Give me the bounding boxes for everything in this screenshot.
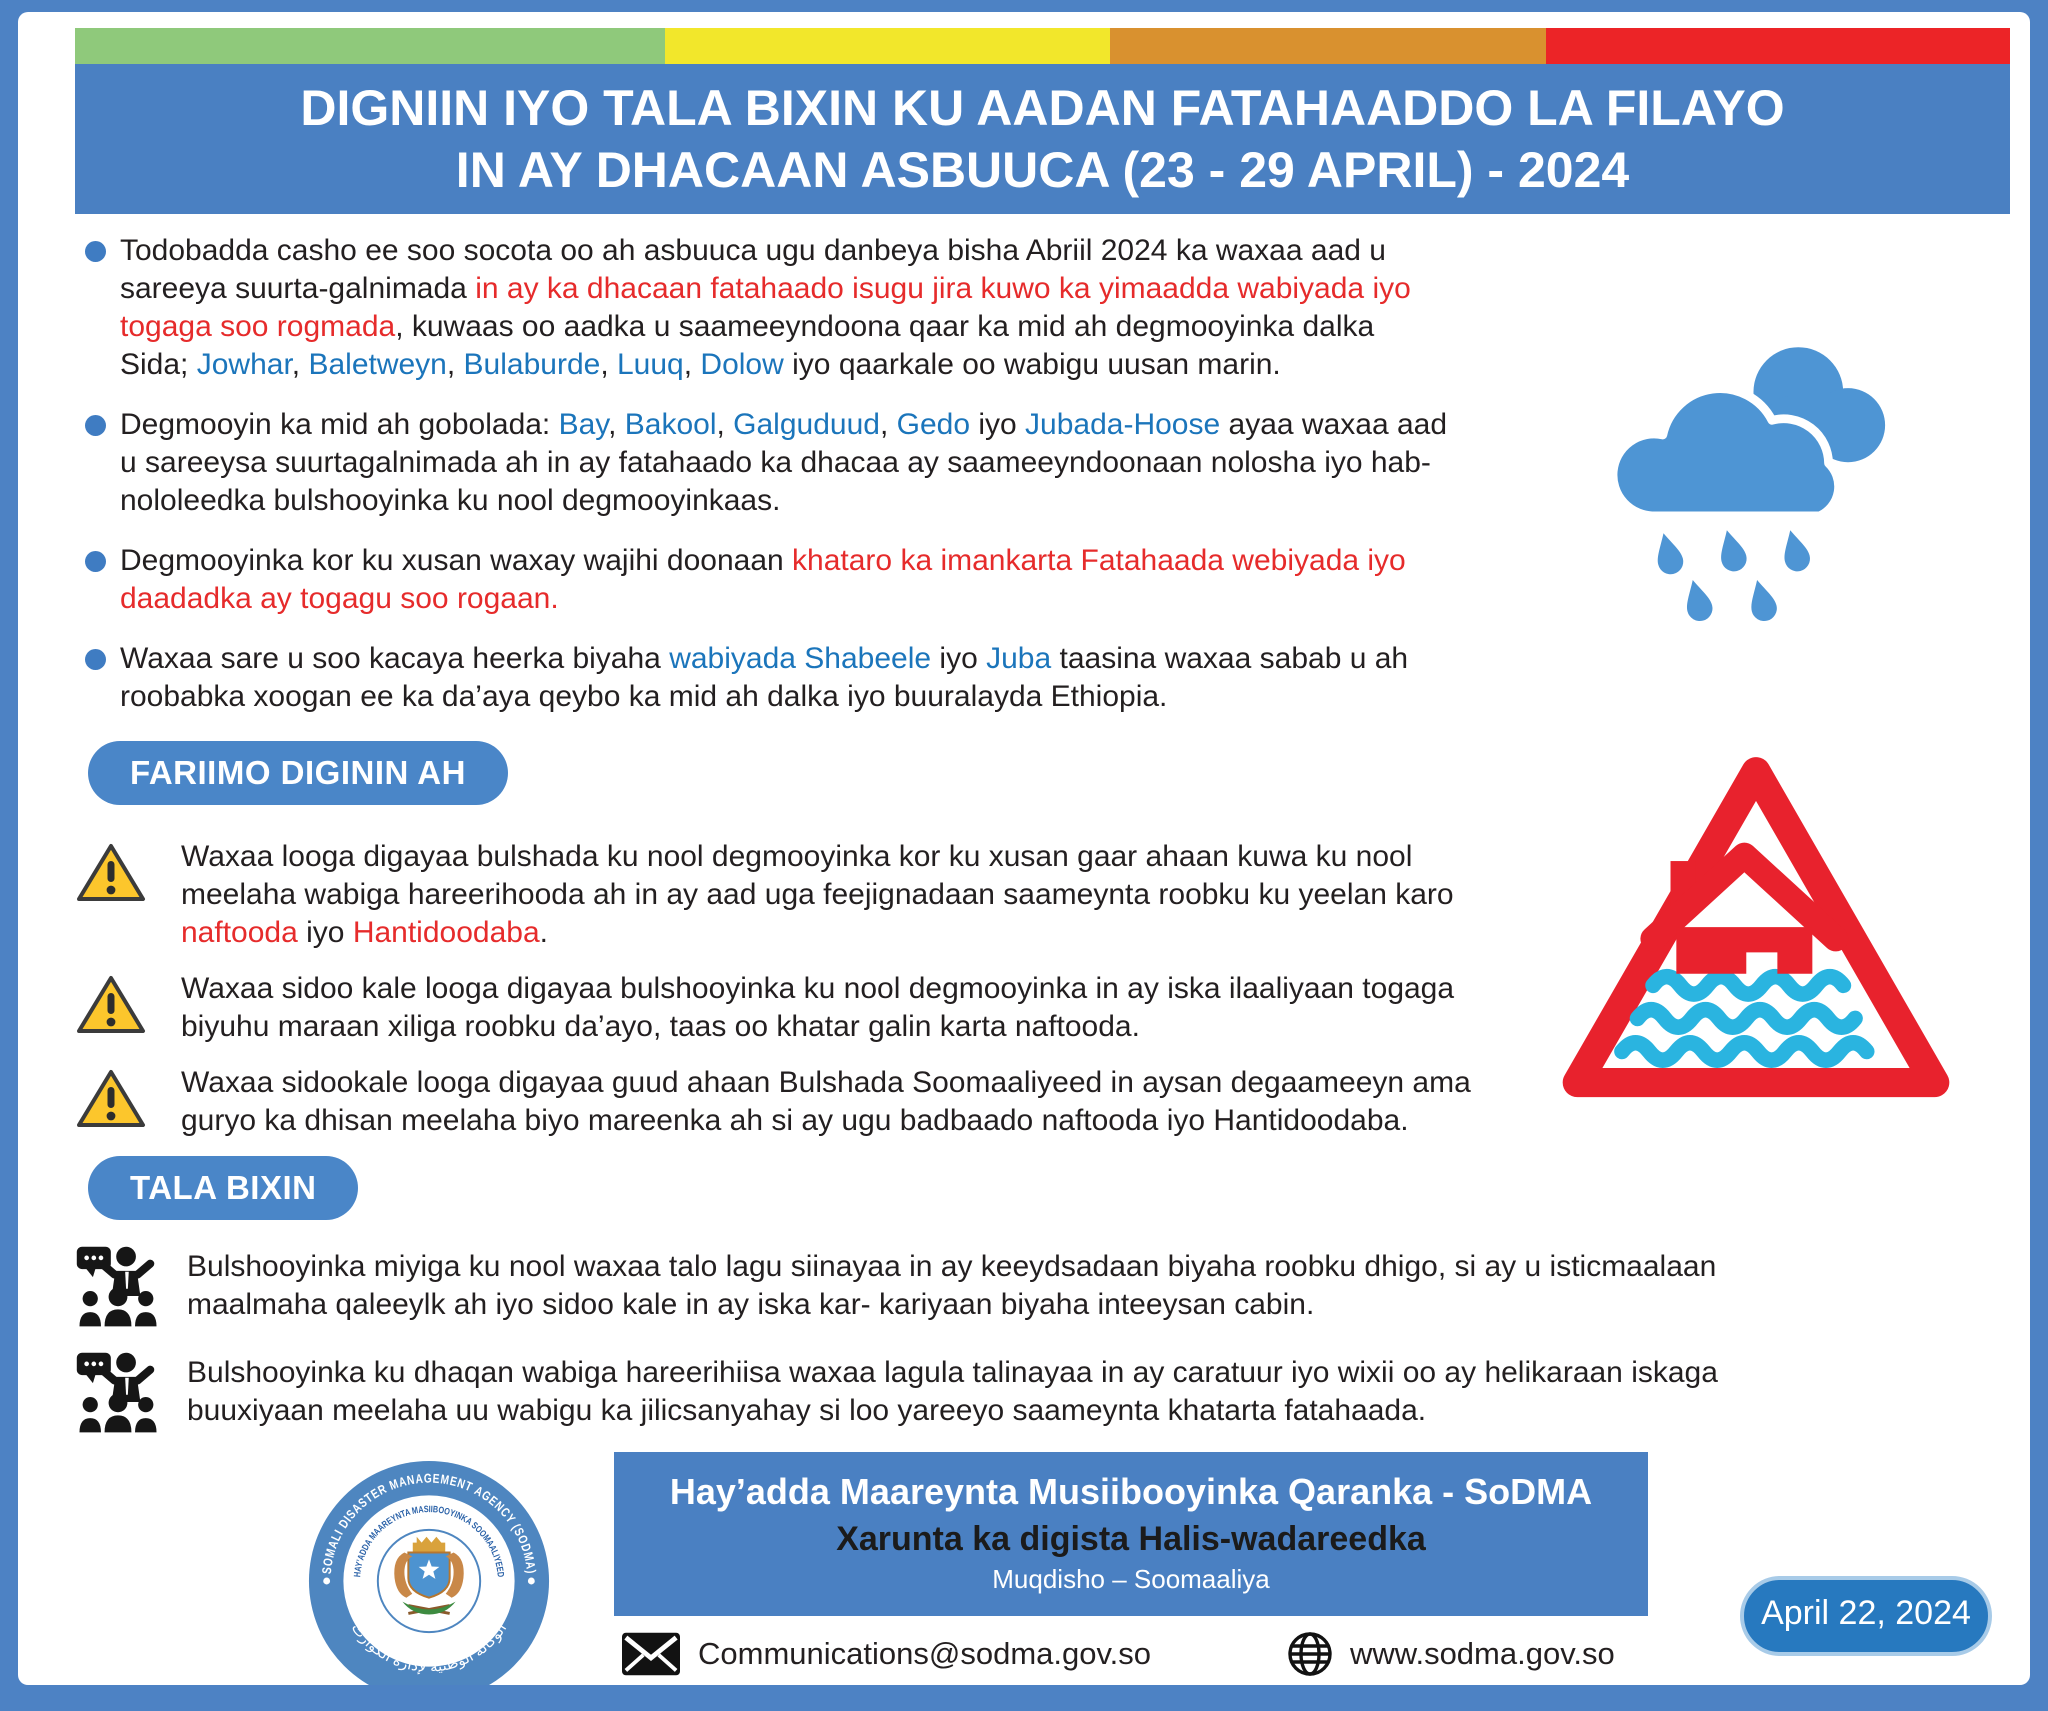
warnings-section-label: FARIIMO DIGININ AH xyxy=(88,741,508,805)
warning-triangle-icon xyxy=(75,1066,147,1132)
title-banner xyxy=(75,64,2010,214)
location: Muqdisho – Soomaaliya xyxy=(992,1564,1270,1594)
risk-strip-green xyxy=(75,28,665,66)
warning-triangle-icon xyxy=(75,840,147,906)
website-url[interactable]: www.sodma.gov.so xyxy=(1350,1636,1615,1671)
warning-text: Waxaa looga digayaa bulshada ku nool degmooyinka kor ku xusan gaar ahaan kuwa ku nool meelaha wabiga hareerihooda ah in ay aad uga feejignadaan saameynta roobku ku yeelan karo naftooda iyo Hantidoodaba. xyxy=(181,840,1454,949)
risk-level-strip xyxy=(75,28,2010,66)
bullet-text: Waxaa sare u soo kacaya heerka biyaha wabiyada Shabeele iyo Juba taasina waxaa sabab u ah roobabka xoogan ee ka da’aya qeybo ka mid ah dalka iyo buuralayda Ethiopia. xyxy=(120,642,1409,713)
logo-ring-text-bottom-arabic: الوكالة الوطنية لإدارة الكوارث xyxy=(348,1620,510,1675)
email-address[interactable]: Communications@sodma.gov.so xyxy=(698,1636,1152,1671)
logo-ring-text-top: SOMALI DISASTER MANAGEMENT AGENCY (SODMA) xyxy=(318,1470,540,1576)
center-name: Xarunta ka digista Halis-wadareedka xyxy=(836,1520,1426,1558)
list-item xyxy=(85,232,1465,384)
organization-name: Hay’adda Maareynta Musiibooyinka Qaranka - SoDMA xyxy=(669,1471,1593,1512)
bullet-text: Degmooyin ka mid ah gobolada: Bay, Bakool, Galguduud, Gedo iyo Jubada-Hoose ayaa waxaa aad u sareeysa suurtagalnimada ah in ay fatahaado ka dhacaa ay saameeyndoonaan nolosha iyo hab-nololeedka bulshooyinka ku nool degmooyinkaas. xyxy=(120,408,1448,517)
globe-icon xyxy=(1286,1630,1334,1678)
bullet-dot xyxy=(85,551,106,572)
bullet-dot xyxy=(85,415,106,436)
poster-title-line2: IN AY DHACAAN ASBUUCA (23 - 29 APRIL) - 2024 xyxy=(455,142,1630,198)
bullet-dot xyxy=(85,241,106,262)
website-contact xyxy=(1286,1630,1615,1678)
risk-strip-yellow xyxy=(665,28,1110,66)
summary-bullets xyxy=(85,232,1465,738)
bullet-dot xyxy=(85,649,106,670)
community-announcement-icon xyxy=(75,1244,161,1330)
list-item xyxy=(85,406,1465,520)
rain-cloud-icon xyxy=(1572,316,1894,628)
logo-inner-ring-text: HAY’ADDA MAAREYNTA MASIIBOOYINKA SOOMAALIYEED xyxy=(352,1504,506,1580)
advice-text: Bulshooyinka ku dhaqan wabiga hareerihiisa waxaa lagula talinayaa in ay caratuur iyo wixii oo ay helikaraan iskaga buuxiyaan meelaha uu wabigu ka jilicsanyahay si loo yareeyo saameynta khatarta fatahaada. xyxy=(187,1356,1718,1427)
bullet-text: Degmooyinka kor ku xusan waxay wajihi doonaan khataro ka imankarta Fatahaada webiyada iyo daadadka ay togagu soo rogaan. xyxy=(120,544,1406,615)
flood-warning-sign-icon xyxy=(1552,744,1960,1118)
advice-list xyxy=(75,1248,1795,1460)
bottom-band xyxy=(0,1685,2048,1711)
date-badge: April 22, 2024 xyxy=(1740,1576,1992,1656)
envelope-icon xyxy=(622,1632,680,1676)
warning-text: Waxaa sidoo kale looga digayaa bulshooyinka ku nool degmooyinka in ay iska ilaaliyaan togaga biyuhu maraan xiliga roobku da’ayo, taas oo khatar galin karta naftooda. xyxy=(181,972,1455,1043)
warnings-list xyxy=(75,838,1525,1158)
sodma-logo xyxy=(306,1458,552,1704)
warning-text: Waxaa sidookale looga digayaa guud ahaan Bulshada Soomaaliyeed in aysan degaameeyn ama guryo ka dhisan meelaha biyo mareenka ah si ay ugu badbaado naftooda iyo Hantidoodaba. xyxy=(181,1066,1471,1137)
list-item xyxy=(75,970,1525,1046)
list-item xyxy=(75,1248,1795,1330)
risk-strip-orange xyxy=(1110,28,1545,66)
advice-section-label: TALA BIXIN xyxy=(88,1156,358,1220)
risk-strip-red xyxy=(1546,28,2010,66)
list-item xyxy=(75,1064,1525,1140)
warning-triangle-icon xyxy=(75,972,147,1038)
list-item xyxy=(75,838,1525,952)
poster-title-line1: DIGNIIN IYO TALA BIXIN KU AADAN FATAHAADDO LA FILAYO xyxy=(300,80,1785,136)
email-contact xyxy=(622,1632,1151,1676)
organization-banner xyxy=(614,1452,1648,1616)
list-item xyxy=(85,640,1465,716)
advice-text: Bulshooyinka miyiga ku nool waxaa talo lagu siinayaa in ay keeydsadaan biyaha roobku dhigo, si ay u isticmaalaan maalmaha qaleeylk ah iyo sidoo kale in ay iska kar- kariyaan biyaha inteeysan cabin. xyxy=(187,1250,1717,1321)
community-announcement-icon xyxy=(75,1350,161,1436)
list-item xyxy=(85,542,1465,618)
bullet-text: Todobadda casho ee soo socota oo ah asbuuca ugu danbeya bisha Abriil 2024 ka waxaa aad u sareeya suurta-galnimada in ay ka dhacaan fatahaado isugu jira kuwo ka yimaadda wabiyada iyo togaga soo rogmada, kuwaas oo aadka u saameeyndoona qaar ka mid ah degmooyinka dalka Sida; Jowhar, Baletweyn, Bulaburde, Luuq, Dolow iyo qaarkale oo wabigu uusan marin. xyxy=(120,234,1411,381)
list-item xyxy=(75,1354,1795,1436)
